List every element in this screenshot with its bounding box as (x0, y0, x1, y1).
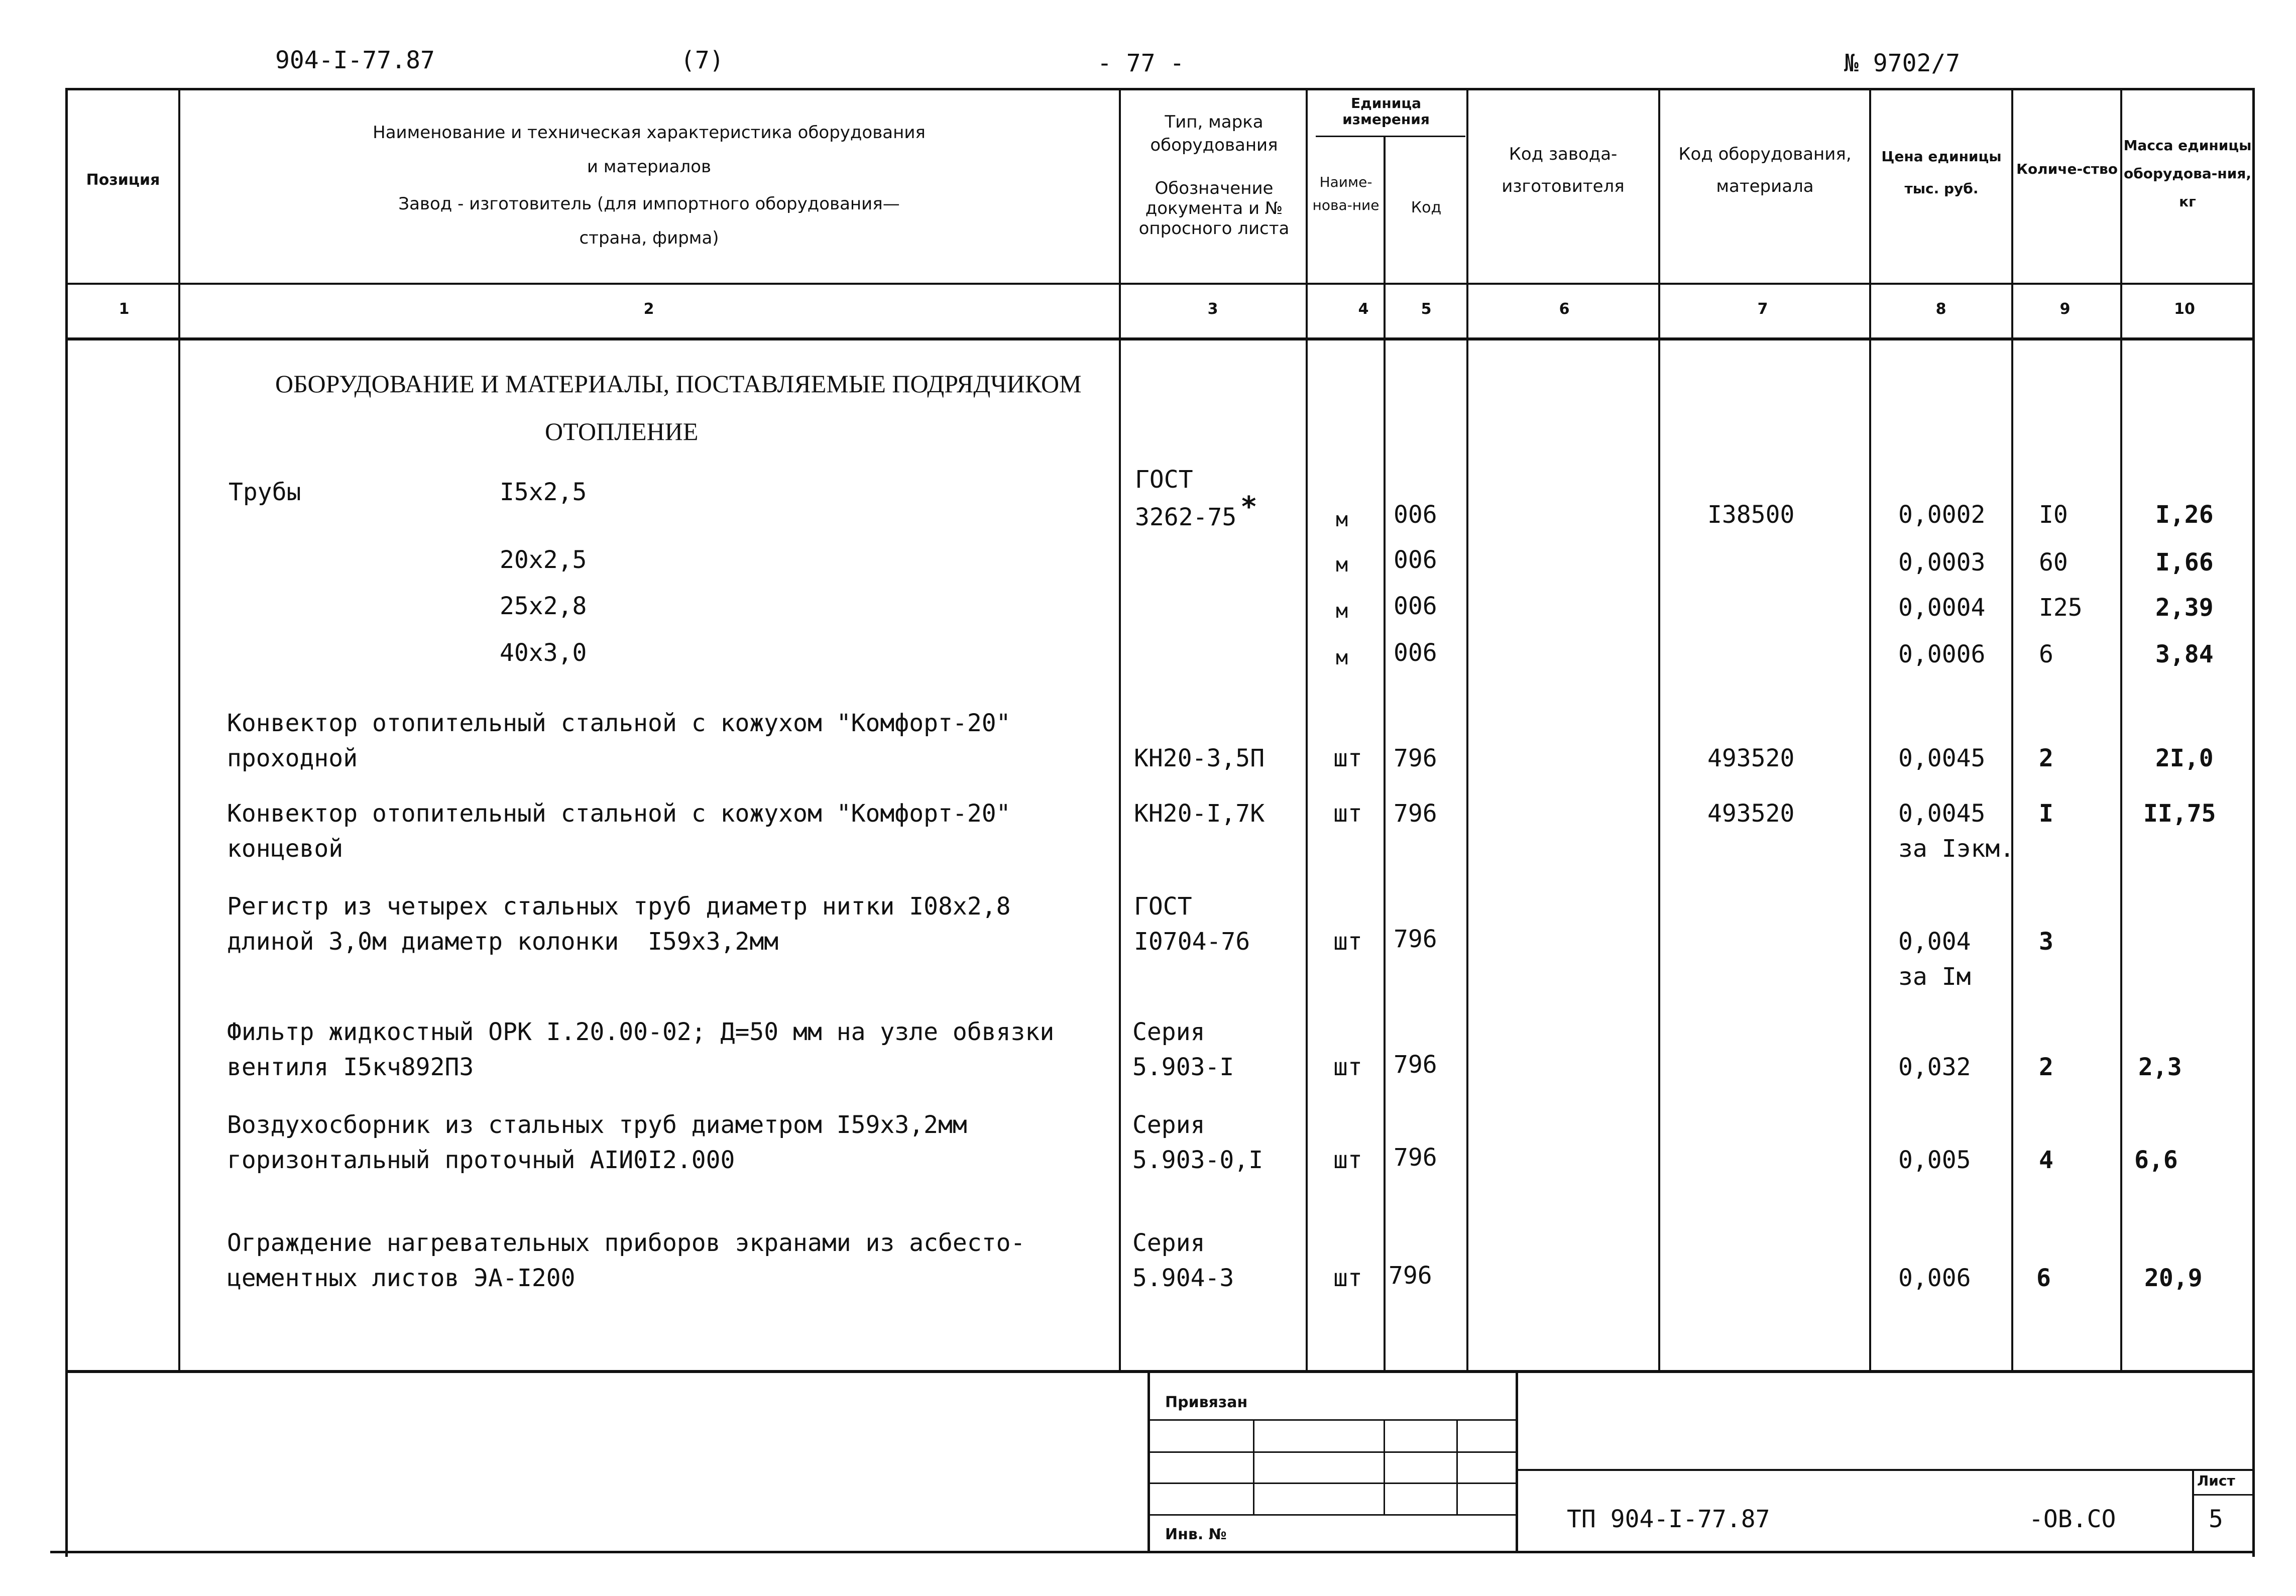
col-number-10: 10 (2174, 300, 2195, 318)
numbers-line (65, 337, 2255, 340)
row10-mass: 20,9 (2144, 1264, 2203, 1292)
row5-price: 0,0045 (1898, 744, 1986, 772)
row4-size: 40x3,0 (500, 639, 587, 667)
col-number-6: 6 (1559, 300, 1570, 318)
col9-header: Количе-ство (2016, 161, 2118, 177)
row10-price: 0,006 (1898, 1264, 1971, 1292)
row7-name-line2: длиной 3,0м диаметр колонки I59x3,2мм (227, 928, 779, 956)
row2-code: 006 (1394, 546, 1437, 574)
row6-price: 0,0045 (1898, 800, 1986, 828)
row8-name-line1: Фильтр жидкостный ОРК I.20.00-02; Д=50 мм на узле обвязки (227, 1018, 1055, 1046)
row9-name-line2: горизонтальный проточный АIИ0I2.000 (227, 1146, 735, 1174)
stamp-cell-divider-2 (1384, 1419, 1385, 1515)
col-divider-6 (1658, 88, 1660, 1371)
row6-code: 796 (1394, 800, 1437, 828)
row4-qty: 6 (2039, 640, 2053, 668)
row9-doc: Серия (1132, 1111, 1205, 1139)
row6-name-line1: Конвектор отопительный стальной с кожухом "Комфорт-20" (227, 800, 1011, 828)
row7-price: 0,004 (1898, 928, 1971, 956)
row5-name-line2: проходной (227, 744, 358, 772)
col-divider-1 (178, 88, 180, 1371)
row1-doc: ГОСТ (1135, 466, 1193, 494)
row4-unit: м (1336, 646, 1348, 669)
row4-mass: 3,84 (2155, 640, 2214, 668)
row5-doc: КН20-3,5П (1134, 744, 1265, 772)
stamp-row-line-1 (1147, 1419, 1518, 1421)
row2-qty: 60 (2039, 548, 2068, 577)
col7-header: Код оборудования, материала (1678, 144, 1852, 196)
row10-name-line2: цементных листов ЭА-I200 (227, 1264, 576, 1292)
row7-qty: 3 (2039, 928, 2053, 956)
col-number-3: 3 (1207, 300, 1218, 318)
row9-qty: 4 (2039, 1146, 2053, 1174)
row2-unit: м (1336, 553, 1348, 577)
row10-doc2: 5.904-3 (1132, 1264, 1234, 1292)
stamp-privyazan: Привязан (1165, 1394, 1248, 1411)
row9-mass: 6,6 (2134, 1146, 2178, 1174)
row9-code: 796 (1394, 1144, 1437, 1172)
row8-code: 796 (1394, 1051, 1437, 1079)
row10-doc: Серия (1132, 1229, 1205, 1257)
row2-mass: I,66 (2155, 548, 2214, 577)
row8-qty: 2 (2039, 1053, 2053, 1081)
doc-number: № 9702/7 (1844, 49, 1961, 77)
doc-suffix: -ОВ.СО (2029, 1505, 2116, 1533)
row2-price: 0,0003 (1898, 548, 1986, 577)
row5-qty: 2 (2039, 744, 2053, 772)
row7-price-note: за Iм (1898, 963, 1971, 991)
row1-code: 006 (1394, 501, 1437, 529)
row6-mat: 493520 (1707, 800, 1795, 828)
col-number-1: 1 (119, 300, 130, 318)
row8-unit: шт (1333, 1053, 1362, 1081)
row4-code: 006 (1394, 639, 1437, 667)
row4-price: 0,0006 (1898, 640, 1986, 668)
row1-unit: м (1336, 508, 1348, 531)
col8-header: Цена единицы тыс. руб. (1881, 148, 2002, 197)
title-block-line (1516, 1469, 2255, 1471)
stamp-row-line-4 (1147, 1514, 1518, 1516)
row5-unit: шт (1333, 744, 1362, 772)
row9-unit: шт (1333, 1146, 1362, 1174)
stamp-cell-divider-3 (1456, 1419, 1458, 1515)
row7-doc2: I0704-76 (1134, 928, 1250, 956)
stamp-left-divider (1147, 1370, 1150, 1551)
frame-top (65, 88, 2255, 90)
frame-left (65, 88, 68, 1557)
stamp-right-divider (1516, 1370, 1518, 1551)
col-number-7: 7 (1757, 300, 1768, 318)
row6-price-note: за Iэкм. (1898, 835, 2015, 863)
header-line (65, 283, 2255, 285)
col-number-4: 4 (1358, 300, 1369, 318)
row7-name-line1: Регистр из четырех стальных труб диаметр нитки I08x2,8 (227, 892, 1011, 921)
col2-header-line2: и материалов (587, 157, 712, 177)
col6-header: Код завода-изготовителя (1502, 144, 1625, 196)
frame-right (2252, 88, 2255, 1557)
row5-mat: 493520 (1707, 744, 1795, 772)
row9-name-line1: Воздухосборник из стальных труб диаметром I59x3,2мм (227, 1111, 967, 1139)
row6-mass: II,75 (2143, 800, 2216, 828)
row2-size: 20x2,5 (500, 546, 587, 574)
row7-doc: ГОСТ (1134, 892, 1192, 921)
row7-unit: шт (1333, 928, 1362, 956)
col-number-9: 9 (2059, 300, 2071, 318)
row5-name-line1: Конвектор отопительный стальной с кожухом "Комфорт-20" (227, 709, 1011, 737)
row8-price: 0,032 (1898, 1053, 1971, 1081)
section-title: ОБОРУДОВАНИЕ И МАТЕРИАЛЫ, ПОСТАВЛЯЕМЫЕ ПОДРЯДЧИКОМ (275, 370, 1082, 398)
unit-group-line (1316, 136, 1465, 137)
sheet-box-divider (2192, 1494, 2255, 1496)
top-sheet-paren: (7) (680, 46, 724, 74)
row1-size: I5x2,5 (500, 478, 587, 506)
col10-header: Масса единицы оборудова-ния, кг (2123, 137, 2252, 210)
row3-qty: I25 (2039, 594, 2083, 622)
row8-name-line2: вентиля I5кч892П3 (227, 1053, 474, 1081)
row7-code: 796 (1394, 925, 1437, 953)
col4-header: Наиме-нова-ние (1312, 174, 1380, 213)
col3-header-bottom: Обозначение документа и № опросного листа (1138, 178, 1290, 239)
stamp-row-line-3 (1147, 1483, 1518, 1484)
row1-name: Трубы (228, 478, 301, 506)
row3-price: 0,0004 (1898, 594, 1986, 622)
row8-mass: 2,3 (2138, 1053, 2182, 1081)
row3-code: 006 (1394, 592, 1437, 620)
row1-qty: I0 (2039, 501, 2068, 529)
row3-unit: м (1336, 600, 1348, 623)
col-number-8: 8 (1935, 300, 1946, 318)
col3-header-top: Тип, марка оборудования (1150, 112, 1278, 155)
frame-bottom (50, 1551, 2255, 1553)
row3-size: 25x2,8 (500, 592, 587, 620)
row9-doc2: 5.903-0,I (1132, 1146, 1264, 1174)
stamp-inv: Инв. № (1165, 1526, 1227, 1543)
row5-code: 796 (1394, 744, 1437, 772)
row10-unit: шт (1333, 1264, 1362, 1292)
stamp-row-line-2 (1147, 1451, 1518, 1453)
col-divider-3 (1306, 88, 1308, 1371)
stamp-top-line (65, 1370, 2255, 1373)
col5-header: Код (1411, 199, 1442, 216)
col-number-5: 5 (1421, 300, 1432, 318)
col2-header-line4: страна, фирма) (579, 228, 719, 248)
col-divider-8 (2011, 88, 2013, 1371)
row1-doc2: 3262-75 (1135, 503, 1237, 531)
stamp-cell-divider-1 (1253, 1419, 1254, 1515)
col-number-2: 2 (643, 300, 654, 318)
row3-mass: 2,39 (2155, 594, 2214, 622)
page-number: - 77 - (1097, 49, 1185, 77)
sheet-label: Лист (2197, 1472, 2235, 1489)
row10-qty: 6 (2036, 1264, 2051, 1292)
row1-star: * (1240, 491, 1257, 523)
col-divider-5 (1466, 88, 1468, 1371)
sheet-number: 5 (2209, 1505, 2223, 1533)
top-code-left: 904-I-77.87 (275, 46, 435, 74)
row10-name-line1: Ограждение нагревательных приборов экранами из асбесто- (227, 1229, 1025, 1257)
row1-mass: I,26 (2155, 501, 2214, 529)
sheet-box-left (2192, 1469, 2194, 1551)
row8-doc2: 5.903-I (1132, 1053, 1234, 1081)
row8-doc: Серия (1132, 1018, 1205, 1046)
row9-price: 0,005 (1898, 1146, 1971, 1174)
col1-header: Позиция (86, 171, 160, 189)
unit-group-header: Единица измерения (1342, 95, 1430, 128)
row10-code: 796 (1389, 1262, 1432, 1290)
row6-name-line2: концевой (227, 835, 343, 863)
col2-header-line3: Завод - изготовитель (для импортного оборудования— (398, 194, 900, 214)
row1-mat: I38500 (1707, 501, 1795, 529)
row6-unit: шт (1333, 800, 1362, 828)
col-divider-2 (1119, 88, 1121, 1371)
row6-qty: I (2039, 800, 2053, 828)
row1-price: 0,0002 (1898, 501, 1986, 529)
col-divider-4 (1384, 136, 1386, 1371)
row5-mass: 2I,0 (2155, 744, 2214, 772)
row6-doc: КН20-I,7К (1134, 800, 1265, 828)
section-subtitle: ОТОПЛЕНИЕ (545, 417, 699, 445)
doc-code: ТП 904-I-77.87 (1567, 1505, 1770, 1533)
col-divider-9 (2120, 88, 2122, 1371)
col-divider-7 (1869, 88, 1871, 1371)
col2-header-line1: Наименование и техническая характеристика оборудования (373, 123, 926, 143)
